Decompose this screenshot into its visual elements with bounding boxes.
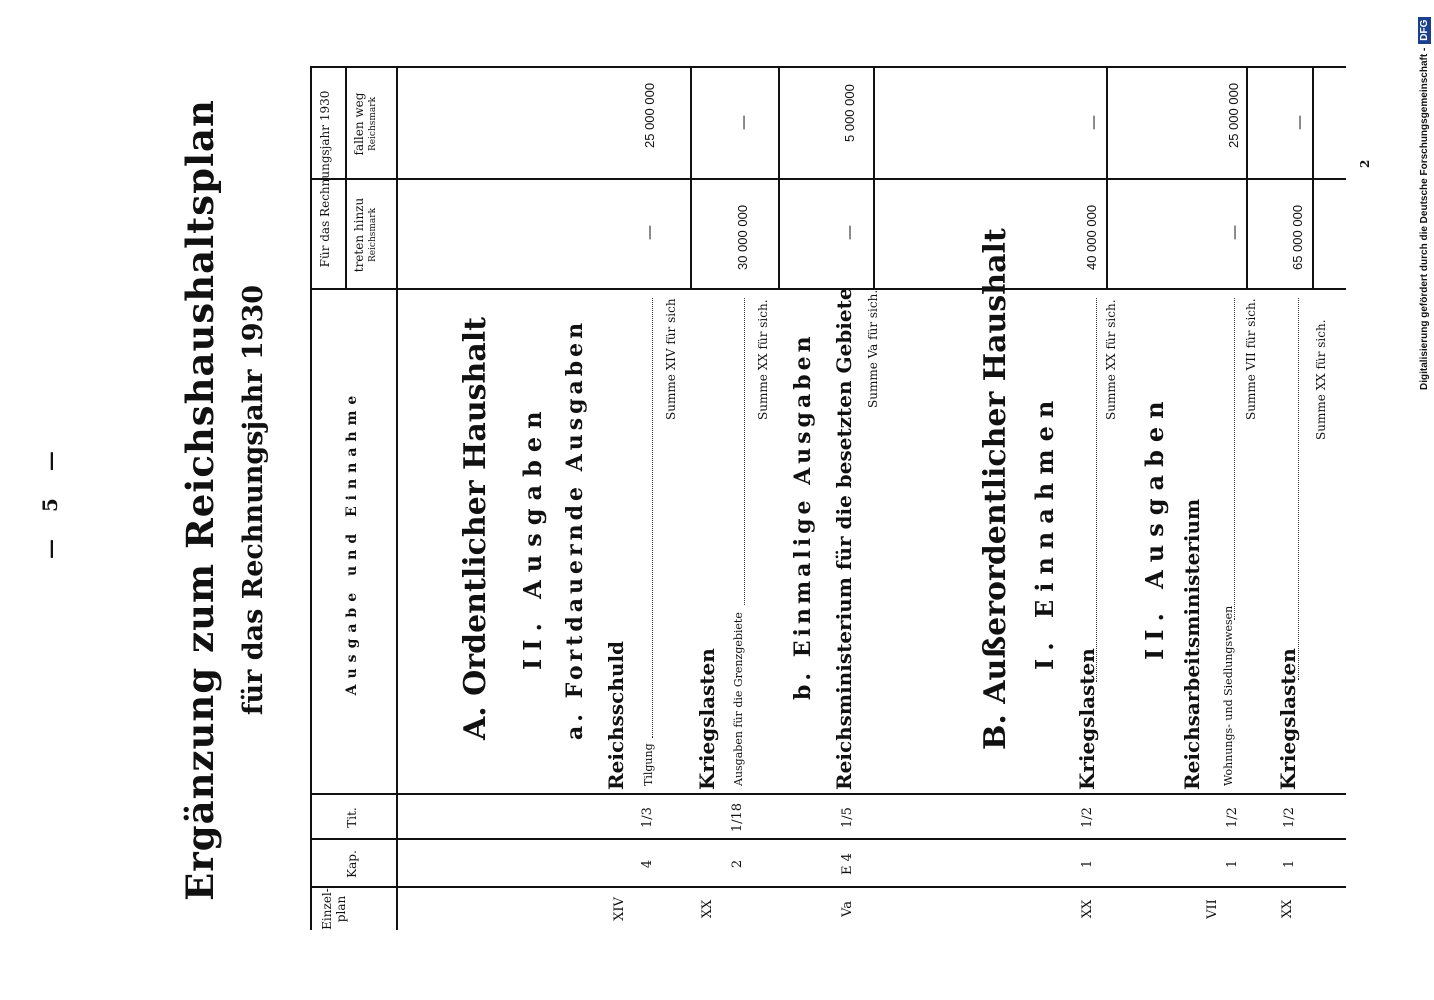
row2-tit: 1/18 xyxy=(730,802,745,833)
section-ausgaben-a: II. Ausgaben xyxy=(518,403,547,670)
col-rule-tit xyxy=(310,793,1346,795)
row5-hinzu: — xyxy=(1225,225,1243,240)
row4-summe: Summe XX für sich. xyxy=(1104,299,1118,420)
row1-summe: Summe XIV für sich xyxy=(664,298,678,420)
row2-summe: Summe XX für sich. xyxy=(756,299,770,420)
row2-rule xyxy=(778,68,780,290)
printer-signature: 2 xyxy=(1358,159,1372,168)
row4-kap: 1 xyxy=(1080,859,1095,869)
row4-rule xyxy=(1106,68,1108,290)
document-subtitle: für das Rechnungsjahr 1930 xyxy=(238,284,269,716)
row1-rule xyxy=(690,68,692,290)
row1-heading: Reichsschuld xyxy=(604,640,628,790)
header-weg-unit: Reichsmark xyxy=(368,96,378,152)
section-fortdauernd: a. Fortdauernde Ausgaben xyxy=(562,318,588,740)
row4-hinzu: 40 000 000 xyxy=(1084,204,1099,270)
row3-weg: 5 000 000 xyxy=(842,84,857,142)
row3-kap: E 4 xyxy=(840,853,855,875)
row3-tit: 1/5 xyxy=(840,807,855,828)
row5-summe: Summe VII für sich. xyxy=(1244,298,1258,420)
credit-text: Digitalisierung gefördert durch die Deutsche Forschungsgemeinschaft - xyxy=(1419,47,1430,390)
row2-detail: Ausgaben für die Grenzgebiete xyxy=(732,612,745,786)
header-rechnungsjahr: Für das Rechnungsjahr 1930 xyxy=(318,90,332,268)
dfg-logo: DFG xyxy=(1418,17,1431,44)
header-group-rule xyxy=(345,68,347,290)
section-ausserordentlicher-haushalt: B. Außerordentlicher Haushalt xyxy=(978,228,1013,750)
table-top-rule xyxy=(310,68,312,930)
row5-tit: 1/2 xyxy=(1225,807,1240,828)
row2-hinzu: 30 000 000 xyxy=(735,204,750,270)
section-einnahmen: I. Einnahmen xyxy=(1030,392,1059,670)
col-rule-text xyxy=(310,288,1346,290)
row3-rule xyxy=(873,68,875,290)
row5-kap: 1 xyxy=(1225,859,1240,869)
row2-einzelplan: XX xyxy=(700,899,715,919)
table-header-rule xyxy=(396,68,398,930)
section-einmalig: b. Einmalige Ausgaben xyxy=(790,332,816,700)
row6-hinzu: 65 000 000 xyxy=(1290,204,1305,270)
row3-hinzu: — xyxy=(840,225,858,240)
row6-weg: — xyxy=(1290,115,1308,130)
header-ausgabe-einnahme: Ausgabe und Einnahme xyxy=(344,389,360,696)
header-einzelplan: Einzel-plan xyxy=(320,888,348,930)
row1-einzelplan: XIV xyxy=(612,897,627,921)
row1-detail: Tilgung xyxy=(642,743,655,786)
row3-heading: Reichsministerium für die besetzten Gebiete xyxy=(832,287,856,790)
header-tit: Tit. xyxy=(345,807,359,828)
row5-rule xyxy=(1246,68,1248,290)
row6-rule xyxy=(1312,68,1314,290)
page-number: — 5 — xyxy=(38,441,62,559)
section-ausgaben-b: II. Ausgaben xyxy=(1140,393,1169,660)
row6-kap: 1 xyxy=(1282,859,1297,869)
row2-weg: — xyxy=(734,115,752,130)
row2-leader xyxy=(744,298,745,605)
row1-kap: 4 xyxy=(640,859,655,869)
col-rule-kap xyxy=(310,838,1346,840)
row4-leader xyxy=(1096,298,1097,682)
row5-weg: 25 000 000 xyxy=(1226,82,1241,148)
row4-weg: — xyxy=(1084,115,1102,130)
document-title: Ergänzung zum Reichshaushaltsplan xyxy=(178,99,222,901)
row4-tit: 1/2 xyxy=(1080,807,1095,828)
row5-einzelplan: VII xyxy=(1205,899,1220,919)
row5-heading: Reichsarbeitsministerium xyxy=(1180,498,1204,790)
section-ordentlicher-haushalt: A. Ordentlicher Haushalt xyxy=(458,316,493,740)
row2-heading: Kriegslasten xyxy=(695,648,719,790)
row5-leader xyxy=(1234,298,1235,620)
row6-leader xyxy=(1298,298,1299,680)
page-number-value: 5 xyxy=(38,488,62,512)
row2-kap: 2 xyxy=(730,859,745,869)
row6-heading: Kriegslasten xyxy=(1276,648,1300,790)
row3-einzelplan: Va xyxy=(840,901,855,917)
row1-hinzu: — xyxy=(640,225,658,240)
header-kap: Kap. xyxy=(345,850,359,878)
row6-summe: Summe XX für sich. xyxy=(1314,319,1328,440)
col-rule-einzelplan xyxy=(310,886,1346,888)
row1-tit: 1/3 xyxy=(640,807,655,828)
header-hinzu-unit: Reichsmark xyxy=(368,207,378,263)
row1-weg: 25 000 000 xyxy=(642,82,657,148)
row6-einzelplan: XX xyxy=(1280,899,1295,919)
row4-einzelplan: XX xyxy=(1080,899,1095,919)
header-weg xyxy=(352,68,380,180)
header-weg-label: fallen weg xyxy=(352,92,366,156)
row4-heading: Kriegslasten xyxy=(1075,648,1099,790)
col-rule-right xyxy=(310,66,1346,68)
header-hinzu xyxy=(352,180,380,290)
digitization-credit xyxy=(1418,17,1431,390)
header-hinzu-label: treten hinzu xyxy=(352,197,366,273)
row6-tit: 1/2 xyxy=(1282,807,1297,828)
row3-summe: Summe Va für sich. xyxy=(866,289,880,408)
row5-detail: Wohnungs- und Siedlungswesen xyxy=(1222,605,1235,786)
col-rule-hinzu xyxy=(310,178,1346,180)
row1-leader xyxy=(652,298,653,738)
